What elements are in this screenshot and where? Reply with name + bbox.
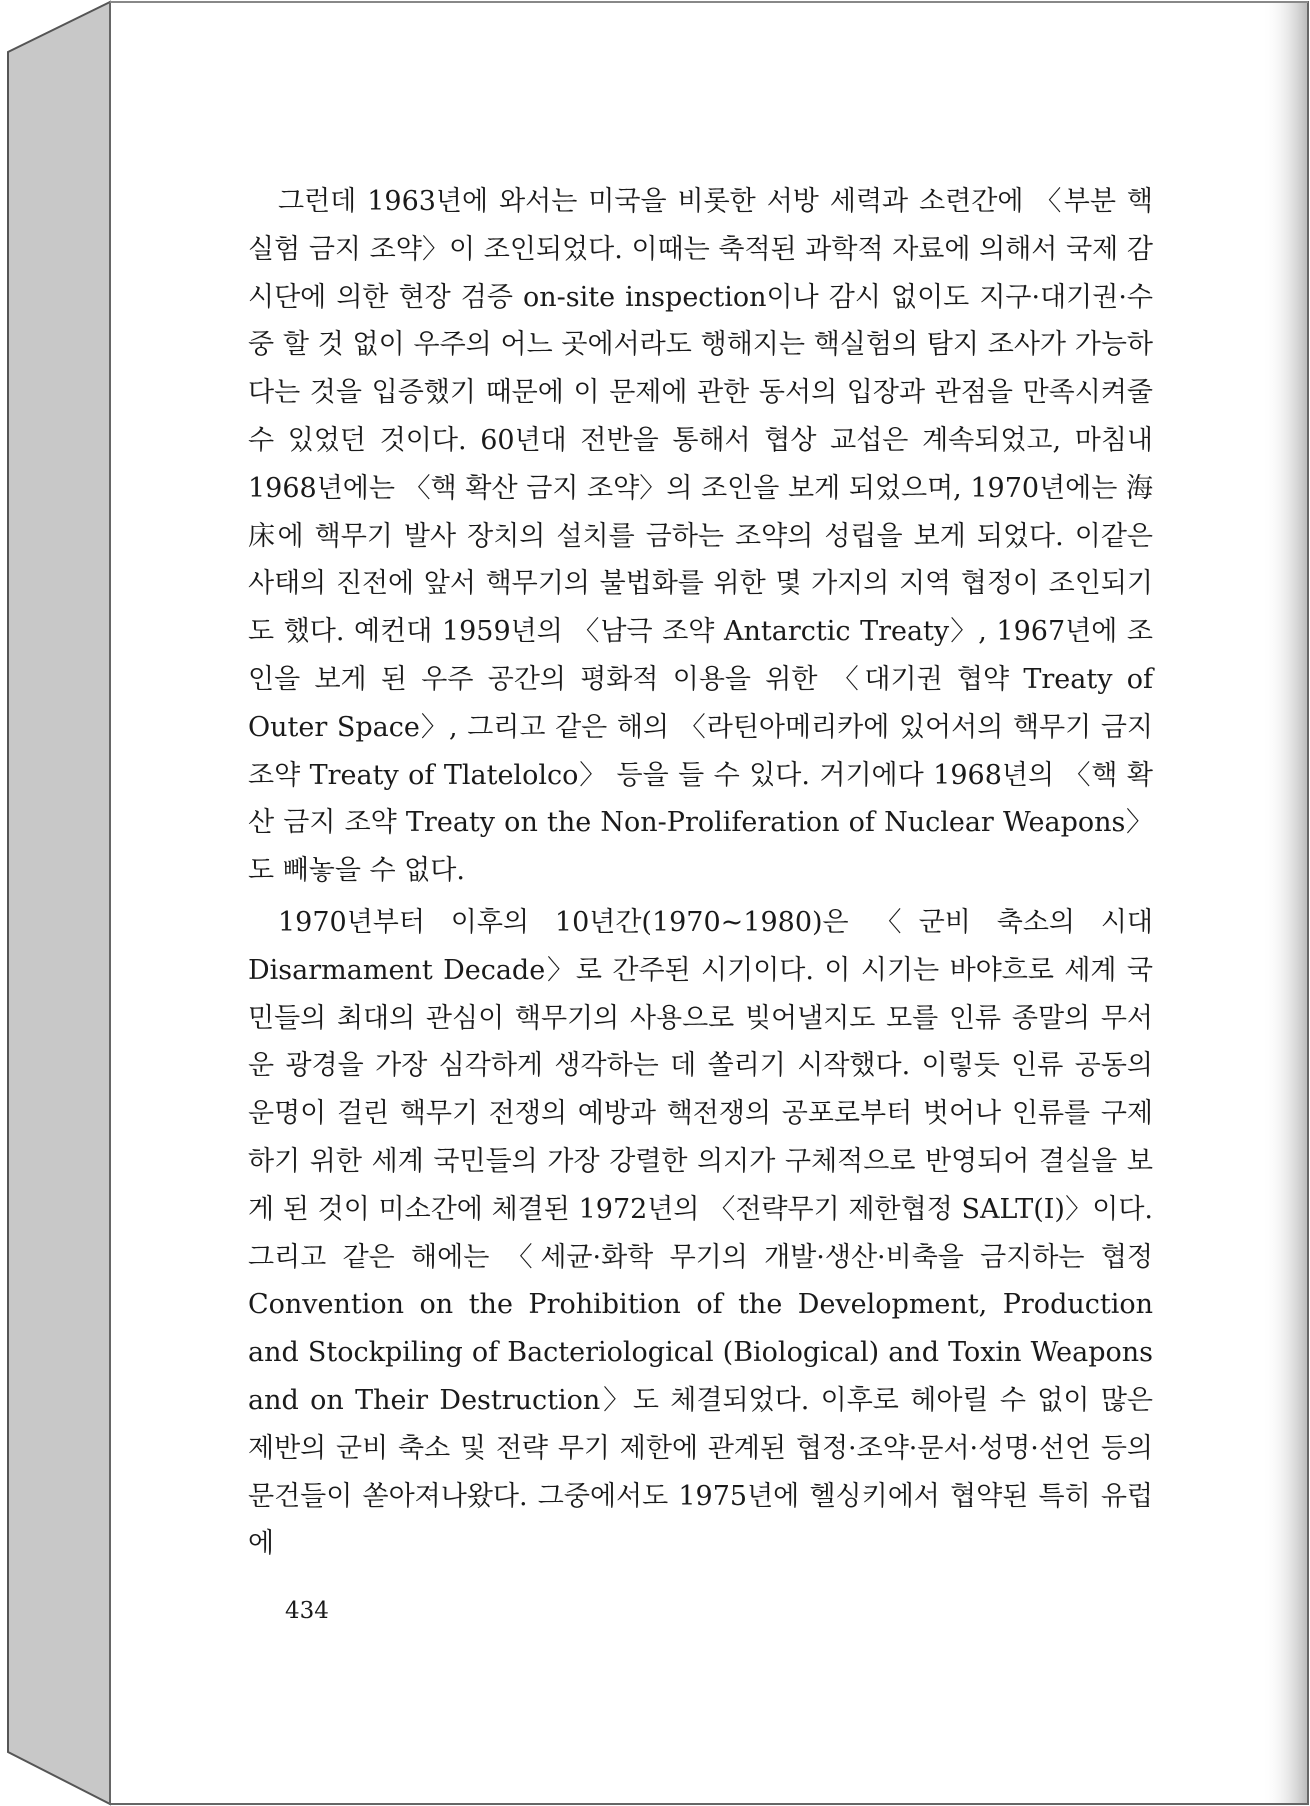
book-spine [8,2,110,1804]
page-number: 434 [285,1598,329,1624]
body-text [248,178,1153,1568]
page-edge-shadow [1262,3,1307,1803]
paragraph-1: 그런데 1963년에 와서는 미국을 비롯한 서방 세력과 소련간에 〈부분 핵실험 금지 조약〉이 조인되었다. 이때는 축적된 과학적 자료에 의해서 국제 감시단에 의한 현장 검증 on-site inspection이나 감시 없이도 지구·대기권·수중 할 것 없이 우주의 어느 곳에서라도 행해지는 핵실험의 탐지 조사가 가능하다는 것을 입증했기 때문에 이 문제에 관한 동서의 입장과 관점을 만족시켜줄 수 있었던 것이다. 60년대 전반을 통해서 협상 교섭은 계속되었고, 마침내 1968년에는 〈핵 확산 금지 조약〉의 조인을 보게 되었으며, 1970년에는 海床에 핵무기 발사 장치의 설치를 금하는 조약의 성립을 보게 되었다. 이같은 사태의 진전에 앞서 핵무기의 불법화를 위한 몇 가지의 지역 협정이 조인되기도 했다. 예컨대 1959년의 〈남극 조약 Antarctic Treaty〉, 1967년에 조인을 보게 된 우주 공간의 평화적 이용을 위한 〈대기권 협약 Treaty of Outer Space〉, 그리고 같은 해의 〈라틴아메리카에 있어서의 핵무기 금지 조약 Treaty of Tlatelolco〉 등을 들 수 있다. 거기에다 1968년의 〈핵 확산 금지 조약 Treaty on the Non-Proliferation of Nuclear Weapons〉도 빼놓을 수 없다. [248,186,1153,887]
paragraph-2: 1970년부터 이후의 10년간(1970~1980)은 〈군비 축소의 시대 Disarmament Decade〉로 간주된 시기이다. 이 시기는 바야흐로 세계 국민들의 최대의 관심이 핵무기의 사용으로 빚어낼지도 모를 인류 종말의 무서운 광경을 가장 심각하게 생각하는 데 쏠리기 시작했다. 이렇듯 인류 공동의 운명이 걸린 핵무기 전쟁의 예방과 핵전쟁의 공포로부터 벗어나 인류를 구제하기 위한 세계 국민들의 가장 강렬한 의지가 구체적으로 반영되어 결실을 보게 된 것이 미소간에 체결된 1972년의 〈전략무기 제한협정 SALT(I)〉이다. 그리고 같은 해에는 〈세균·화학 무기의 개발·생산·비축을 금지하는 협정 Convention on the Prohibition of the Development, Production and Stockpiling of Bacteriological (Biological) and Toxin Weapons and on Their Destruction〉도 체결되었다. 이후로 헤아릴 수 없이 많은 제반의 군비 축소 및 전략 무기 제한에 관계된 협정·조약·문서·성명·선언 등의 문건들이 쏟아져나왔다. 그중에서도 1975년에 헬싱키에서 협약된 특히 유럽에 [248,906,1153,1560]
